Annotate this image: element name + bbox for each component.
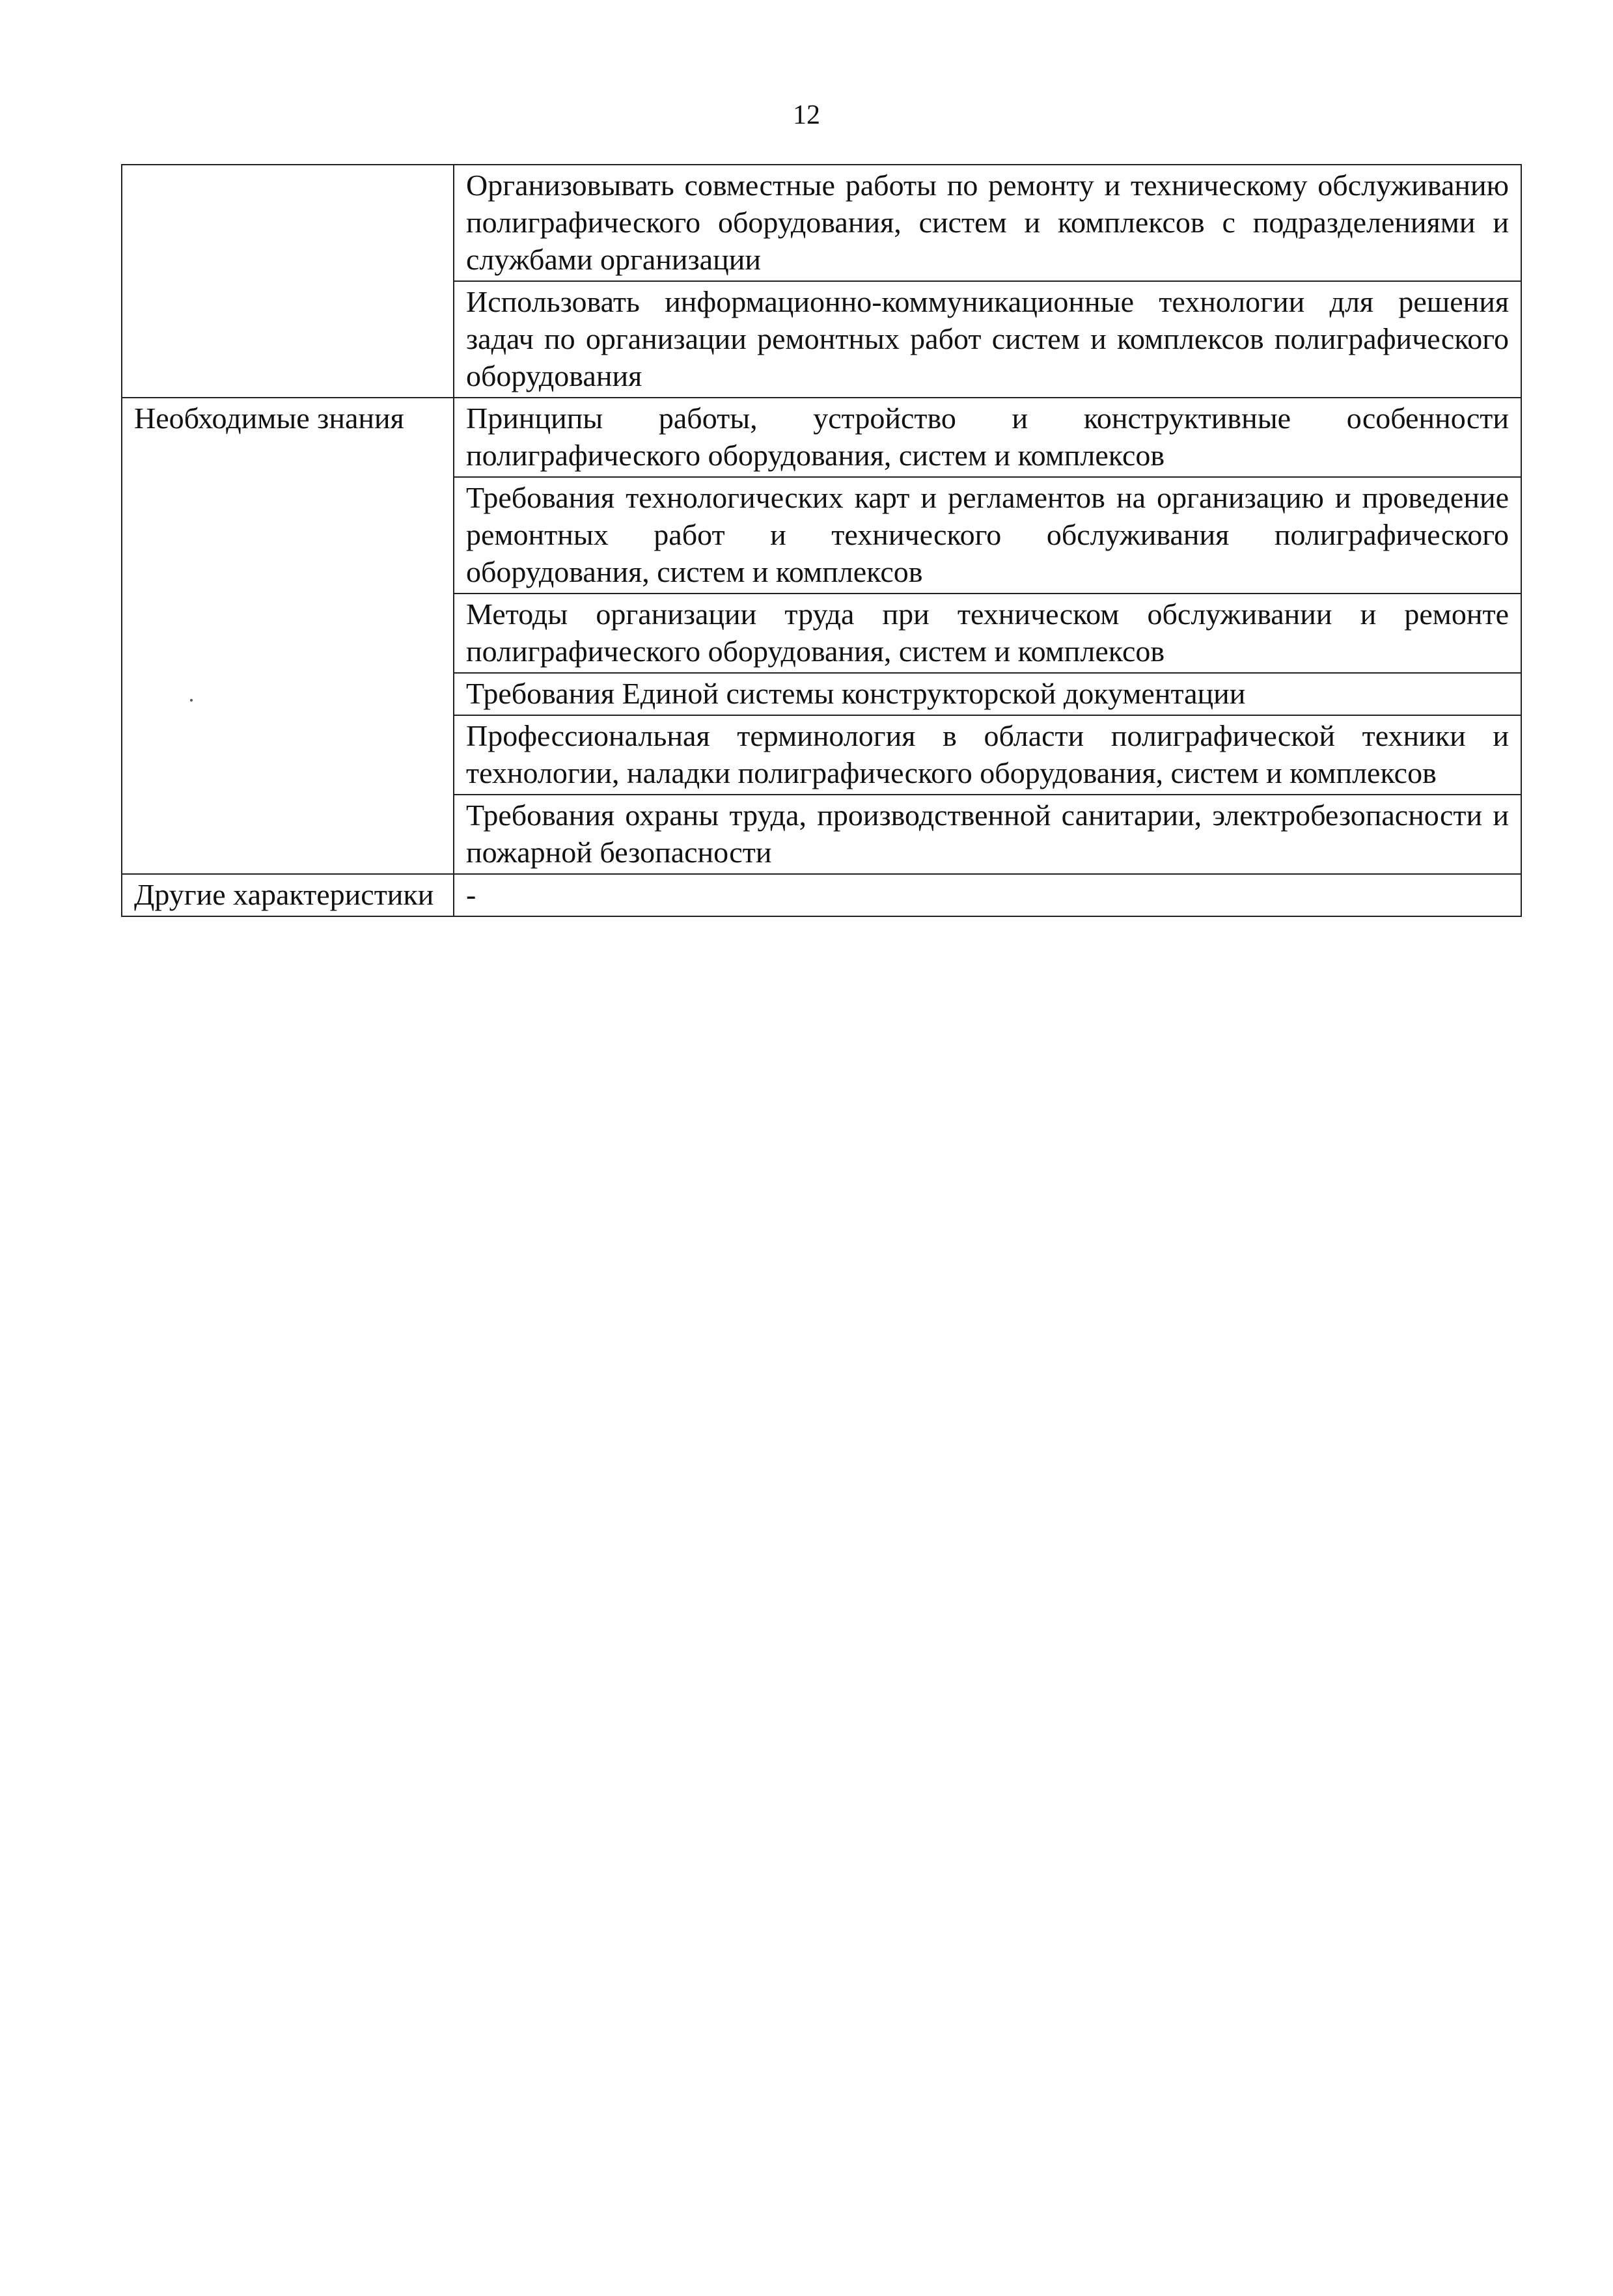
knowledge-item: Требования охраны труда, производственной санитарии, электробезопасности и пожарной безопасности [454, 795, 1521, 874]
knowledge-item: Принципы работы, устройство и конструктивные особенности полиграфического оборудования, систем и комплексов [454, 398, 1521, 477]
knowledge-label: Необходимые знания [122, 398, 454, 874]
other-label: Другие характеристики [122, 874, 454, 916]
skill-item: Использовать информационно-коммуникационные технологии для решения задач по организации ремонтных работ систем и комплексов полиграфического оборудования [454, 281, 1521, 398]
knowledge-item: Методы организации труда при техническом обслуживании и ремонте полиграфического оборудования, систем и комплексов [454, 594, 1521, 673]
table-row [122, 165, 1521, 281]
other-value: - [454, 874, 1521, 916]
scan-speck [190, 699, 193, 702]
page-number: 12 [793, 100, 820, 130]
skill-item: Организовывать совместные работы по ремонту и техническому обслуживанию полиграфического оборудования, систем и комплексов с подразделениями и службами организации [454, 165, 1521, 281]
knowledge-item: Профессиональная терминология в области полиграфической техники и технологии, наладки полиграфического оборудования, систем и комплексов [454, 715, 1521, 795]
knowledge-item: Требования Единой системы конструкторской документации [454, 673, 1521, 715]
requirements-table [121, 164, 1522, 917]
skills-label-cell [122, 165, 454, 398]
table-row [122, 874, 1521, 916]
knowledge-item: Требования технологических карт и регламентов на организацию и проведение ремонтных работ и технического обслуживания полиграфического оборудования, систем и комплексов [454, 477, 1521, 594]
table-row [122, 398, 1521, 477]
